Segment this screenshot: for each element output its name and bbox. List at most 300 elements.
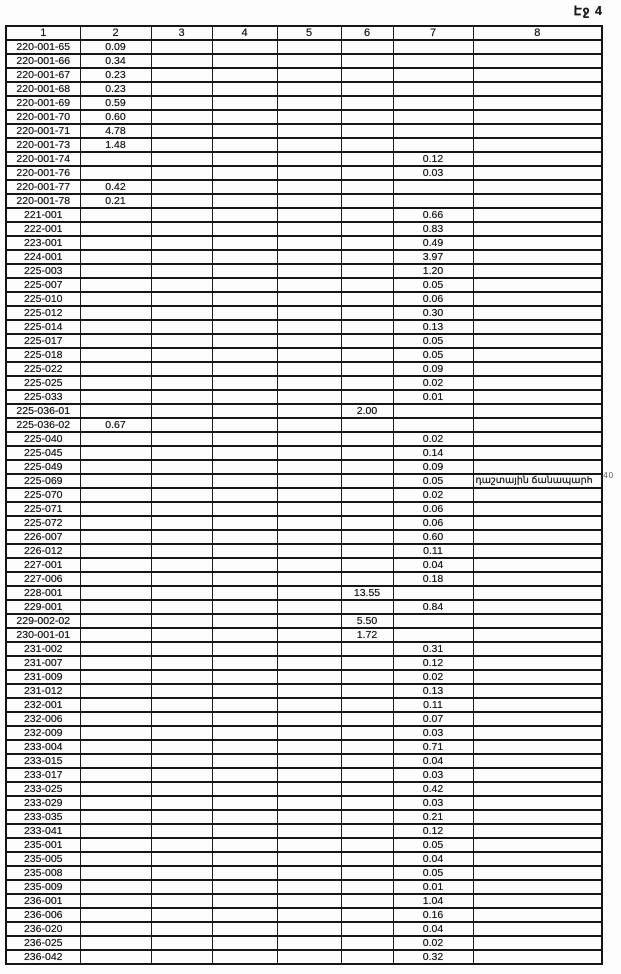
- note-cell: [473, 278, 602, 292]
- value-cell: [277, 530, 341, 544]
- value-cell: [151, 880, 212, 894]
- value-cell: [341, 642, 393, 656]
- value-cell: [277, 936, 341, 950]
- value-cell: [212, 404, 277, 418]
- value-cell: [277, 250, 341, 264]
- value-cell: [277, 712, 341, 726]
- value-cell: [341, 166, 393, 180]
- code-cell: 223-001: [6, 236, 80, 250]
- note-cell: [473, 628, 602, 642]
- value-cell: [151, 348, 212, 362]
- value-cell: [341, 670, 393, 684]
- value-cell: 1.20: [393, 264, 473, 278]
- table-row: [6, 586, 602, 600]
- table-row: [6, 96, 602, 110]
- value-cell: [393, 404, 473, 418]
- value-cell: [151, 488, 212, 502]
- value-cell: [277, 586, 341, 600]
- value-cell: [277, 684, 341, 698]
- table-row: [6, 572, 602, 586]
- value-cell: [277, 348, 341, 362]
- value-cell: [212, 684, 277, 698]
- value-cell: [80, 334, 151, 348]
- value-cell: [80, 250, 151, 264]
- value-cell: [212, 726, 277, 740]
- value-cell: [341, 222, 393, 236]
- note-cell: [473, 740, 602, 754]
- note-cell: [473, 796, 602, 810]
- code-cell: 225-003: [6, 264, 80, 278]
- value-cell: [341, 138, 393, 152]
- code-cell: 224-001: [6, 250, 80, 264]
- value-cell: [80, 866, 151, 880]
- value-cell: [341, 894, 393, 908]
- value-cell: [277, 236, 341, 250]
- stray-handwritten-mark: .40: [600, 471, 615, 480]
- table-row: [6, 180, 602, 194]
- value-cell: [277, 950, 341, 964]
- value-cell: [212, 222, 277, 236]
- value-cell: [277, 474, 341, 488]
- code-cell: 226-007: [6, 530, 80, 544]
- note-cell: [473, 936, 602, 950]
- value-cell: 0.12: [393, 656, 473, 670]
- table-row: [6, 670, 602, 684]
- value-cell: [212, 96, 277, 110]
- code-cell: 231-012: [6, 684, 80, 698]
- value-cell: 0.02: [393, 670, 473, 684]
- table-row: [6, 880, 602, 894]
- value-cell: [80, 236, 151, 250]
- value-cell: [212, 810, 277, 824]
- value-cell: [151, 404, 212, 418]
- column-header-7: 7: [393, 26, 473, 40]
- value-cell: [151, 320, 212, 334]
- table-row: [6, 166, 602, 180]
- value-cell: [151, 40, 212, 54]
- note-cell: [473, 320, 602, 334]
- value-cell: [277, 390, 341, 404]
- value-cell: [151, 922, 212, 936]
- value-cell: [341, 110, 393, 124]
- value-cell: 1.04: [393, 894, 473, 908]
- value-cell: [212, 390, 277, 404]
- table-row: [6, 894, 602, 908]
- value-cell: [393, 614, 473, 628]
- code-cell: 233-025: [6, 782, 80, 796]
- code-cell: 225-072: [6, 516, 80, 530]
- value-cell: [341, 264, 393, 278]
- value-cell: [341, 488, 393, 502]
- value-cell: [212, 54, 277, 68]
- code-cell: 235-005: [6, 852, 80, 866]
- value-cell: [341, 544, 393, 558]
- value-cell: 0.06: [393, 292, 473, 306]
- table-row: [6, 348, 602, 362]
- value-cell: [212, 572, 277, 586]
- table-row: [6, 334, 602, 348]
- value-cell: [80, 684, 151, 698]
- note-cell: [473, 306, 602, 320]
- value-cell: [212, 838, 277, 852]
- value-cell: [80, 404, 151, 418]
- note-cell: [473, 152, 602, 166]
- table-row: [6, 796, 602, 810]
- value-cell: [212, 894, 277, 908]
- value-cell: [341, 740, 393, 754]
- value-cell: [277, 110, 341, 124]
- value-cell: [80, 446, 151, 460]
- value-cell: [80, 208, 151, 222]
- value-cell: [151, 390, 212, 404]
- value-cell: [212, 362, 277, 376]
- value-cell: [80, 474, 151, 488]
- value-cell: [277, 572, 341, 586]
- value-cell: [151, 810, 212, 824]
- value-cell: [341, 922, 393, 936]
- table-row: [6, 82, 602, 96]
- value-cell: [212, 138, 277, 152]
- value-cell: 0.49: [393, 236, 473, 250]
- value-cell: [80, 586, 151, 600]
- value-cell: [151, 306, 212, 320]
- value-cell: [277, 96, 341, 110]
- value-cell: [80, 166, 151, 180]
- code-cell: 225-049: [6, 460, 80, 474]
- value-cell: [341, 446, 393, 460]
- note-cell: [473, 404, 602, 418]
- code-cell: 232-009: [6, 726, 80, 740]
- note-cell: [473, 838, 602, 852]
- code-cell: 220-001-76: [6, 166, 80, 180]
- value-cell: 0.01: [393, 880, 473, 894]
- code-cell: 220-001-73: [6, 138, 80, 152]
- value-cell: [151, 432, 212, 446]
- note-cell: [473, 96, 602, 110]
- value-cell: [212, 474, 277, 488]
- value-cell: [277, 516, 341, 530]
- code-cell: 225-070: [6, 488, 80, 502]
- value-cell: [212, 880, 277, 894]
- value-cell: [341, 376, 393, 390]
- code-cell: 227-001: [6, 558, 80, 572]
- note-cell: [473, 950, 602, 964]
- value-cell: [341, 362, 393, 376]
- code-cell: 225-045: [6, 446, 80, 460]
- table-row: [6, 250, 602, 264]
- value-cell: [212, 600, 277, 614]
- table-row: [6, 740, 602, 754]
- value-cell: [151, 642, 212, 656]
- value-cell: [212, 628, 277, 642]
- value-cell: 0.13: [393, 684, 473, 698]
- code-cell: 229-001: [6, 600, 80, 614]
- note-cell: [473, 376, 602, 390]
- code-cell: 225-014: [6, 320, 80, 334]
- table-row: [6, 614, 602, 628]
- value-cell: [212, 278, 277, 292]
- value-cell: 0.13: [393, 320, 473, 334]
- code-cell: 236-006: [6, 908, 80, 922]
- value-cell: [277, 656, 341, 670]
- note-cell: [473, 698, 602, 712]
- value-cell: [80, 516, 151, 530]
- table-row: [6, 68, 602, 82]
- value-cell: [341, 194, 393, 208]
- code-cell: 233-041: [6, 824, 80, 838]
- value-cell: [212, 264, 277, 278]
- value-cell: [212, 866, 277, 880]
- value-cell: [277, 418, 341, 432]
- value-cell: [212, 642, 277, 656]
- value-cell: [80, 558, 151, 572]
- value-cell: [80, 880, 151, 894]
- value-cell: [341, 936, 393, 950]
- table-row: [6, 376, 602, 390]
- value-cell: [277, 852, 341, 866]
- value-cell: 0.21: [393, 810, 473, 824]
- table-row: [6, 110, 602, 124]
- value-cell: 0.09: [393, 460, 473, 474]
- value-cell: [151, 446, 212, 460]
- note-cell: [473, 264, 602, 278]
- value-cell: [341, 796, 393, 810]
- value-cell: [341, 54, 393, 68]
- note-cell: [473, 166, 602, 180]
- value-cell: [393, 40, 473, 54]
- code-cell: 220-001-74: [6, 152, 80, 166]
- value-cell: [212, 446, 277, 460]
- value-cell: [80, 544, 151, 558]
- value-cell: [212, 124, 277, 138]
- value-cell: [80, 152, 151, 166]
- code-cell: 221-001: [6, 208, 80, 222]
- table-row: [6, 600, 602, 614]
- value-cell: [341, 698, 393, 712]
- value-cell: [341, 278, 393, 292]
- value-cell: 0.03: [393, 768, 473, 782]
- value-cell: [212, 250, 277, 264]
- value-cell: [393, 586, 473, 600]
- value-cell: [80, 698, 151, 712]
- value-cell: [151, 572, 212, 586]
- note-cell: [473, 544, 602, 558]
- note-cell: [473, 250, 602, 264]
- table-row: [6, 726, 602, 740]
- value-cell: 0.23: [80, 82, 151, 96]
- note-cell: [473, 82, 602, 96]
- note-cell: [473, 600, 602, 614]
- value-cell: [277, 824, 341, 838]
- value-cell: [277, 152, 341, 166]
- value-cell: 0.03: [393, 726, 473, 740]
- value-cell: 0.02: [393, 936, 473, 950]
- value-cell: 0.42: [80, 180, 151, 194]
- code-cell: 231-002: [6, 642, 80, 656]
- code-cell: 220-001-65: [6, 40, 80, 54]
- value-cell: [80, 712, 151, 726]
- value-cell: 0.12: [393, 824, 473, 838]
- table-row: [6, 838, 602, 852]
- value-cell: [151, 54, 212, 68]
- value-cell: [80, 502, 151, 516]
- value-cell: [80, 572, 151, 586]
- value-cell: [80, 264, 151, 278]
- value-cell: [151, 698, 212, 712]
- code-cell: 231-007: [6, 656, 80, 670]
- value-cell: [212, 40, 277, 54]
- value-cell: [277, 376, 341, 390]
- code-cell: 227-006: [6, 572, 80, 586]
- value-cell: [80, 740, 151, 754]
- note-cell: [473, 110, 602, 124]
- value-cell: 0.04: [393, 558, 473, 572]
- value-cell: [212, 558, 277, 572]
- value-cell: [151, 838, 212, 852]
- note-cell: [473, 852, 602, 866]
- value-cell: [277, 740, 341, 754]
- value-cell: [212, 614, 277, 628]
- code-cell: 233-004: [6, 740, 80, 754]
- value-cell: [151, 194, 212, 208]
- value-cell: [151, 740, 212, 754]
- table-row: [6, 558, 602, 572]
- code-cell: 225-036-01: [6, 404, 80, 418]
- value-cell: 0.05: [393, 474, 473, 488]
- value-cell: [277, 320, 341, 334]
- value-cell: [277, 726, 341, 740]
- value-cell: 0.14: [393, 446, 473, 460]
- value-cell: [212, 516, 277, 530]
- value-cell: [212, 334, 277, 348]
- value-cell: [80, 278, 151, 292]
- code-cell: 232-001: [6, 698, 80, 712]
- code-cell: 233-035: [6, 810, 80, 824]
- value-cell: [80, 782, 151, 796]
- note-cell: [473, 502, 602, 516]
- value-cell: [80, 824, 151, 838]
- note-cell: [473, 782, 602, 796]
- value-cell: [341, 908, 393, 922]
- value-cell: [341, 40, 393, 54]
- value-cell: [151, 68, 212, 82]
- column-header-8: 8: [473, 26, 602, 40]
- note-cell: [473, 670, 602, 684]
- value-cell: [341, 866, 393, 880]
- note-cell: [473, 754, 602, 768]
- value-cell: [341, 334, 393, 348]
- value-cell: [151, 138, 212, 152]
- value-cell: 0.03: [393, 166, 473, 180]
- value-cell: [151, 782, 212, 796]
- value-cell: [393, 124, 473, 138]
- value-cell: [277, 432, 341, 446]
- value-cell: [80, 432, 151, 446]
- value-cell: [151, 502, 212, 516]
- value-cell: 0.02: [393, 488, 473, 502]
- note-cell: [473, 712, 602, 726]
- table-row: [6, 488, 602, 502]
- value-cell: [80, 390, 151, 404]
- value-cell: 0.04: [393, 922, 473, 936]
- note-cell: [473, 614, 602, 628]
- table-row: [6, 320, 602, 334]
- table-row: [6, 138, 602, 152]
- value-cell: [341, 152, 393, 166]
- value-cell: 0.09: [80, 40, 151, 54]
- code-cell: 236-020: [6, 922, 80, 936]
- code-cell: 225-040: [6, 432, 80, 446]
- value-cell: [212, 236, 277, 250]
- value-cell: [151, 236, 212, 250]
- value-cell: [277, 768, 341, 782]
- note-cell: [473, 488, 602, 502]
- value-cell: [277, 628, 341, 642]
- code-cell: 225-036-02: [6, 418, 80, 432]
- value-cell: [212, 670, 277, 684]
- table-row: [6, 390, 602, 404]
- table-row: [6, 264, 602, 278]
- value-cell: 0.05: [393, 348, 473, 362]
- value-cell: [80, 922, 151, 936]
- value-cell: [212, 320, 277, 334]
- value-cell: [393, 82, 473, 96]
- note-cell: [473, 586, 602, 600]
- note-cell: [473, 418, 602, 432]
- column-header-6: 6: [341, 26, 393, 40]
- value-cell: [212, 180, 277, 194]
- code-cell: 225-022: [6, 362, 80, 376]
- value-cell: 0.04: [393, 852, 473, 866]
- value-cell: [212, 852, 277, 866]
- value-cell: [212, 782, 277, 796]
- table-row: [6, 754, 602, 768]
- value-cell: [277, 796, 341, 810]
- value-cell: [80, 838, 151, 852]
- value-cell: [151, 866, 212, 880]
- value-cell: [393, 418, 473, 432]
- note-cell: [473, 222, 602, 236]
- value-cell: 0.02: [393, 432, 473, 446]
- code-cell: 229-002-02: [6, 614, 80, 628]
- value-cell: [277, 40, 341, 54]
- value-cell: [80, 460, 151, 474]
- value-cell: [80, 768, 151, 782]
- note-cell: [473, 194, 602, 208]
- value-cell: [151, 278, 212, 292]
- note-cell: [473, 208, 602, 222]
- value-cell: [151, 950, 212, 964]
- value-cell: [277, 124, 341, 138]
- table-row: [6, 642, 602, 656]
- table-row: [6, 292, 602, 306]
- value-cell: [80, 222, 151, 236]
- value-cell: [277, 782, 341, 796]
- value-cell: [277, 698, 341, 712]
- note-cell: [473, 642, 602, 656]
- value-cell: [277, 866, 341, 880]
- value-cell: [151, 530, 212, 544]
- value-cell: 0.11: [393, 698, 473, 712]
- value-cell: [277, 614, 341, 628]
- note-cell: [473, 432, 602, 446]
- value-cell: [151, 614, 212, 628]
- value-cell: [277, 558, 341, 572]
- value-cell: [277, 446, 341, 460]
- value-cell: [80, 376, 151, 390]
- note-cell: [473, 516, 602, 530]
- value-cell: [277, 54, 341, 68]
